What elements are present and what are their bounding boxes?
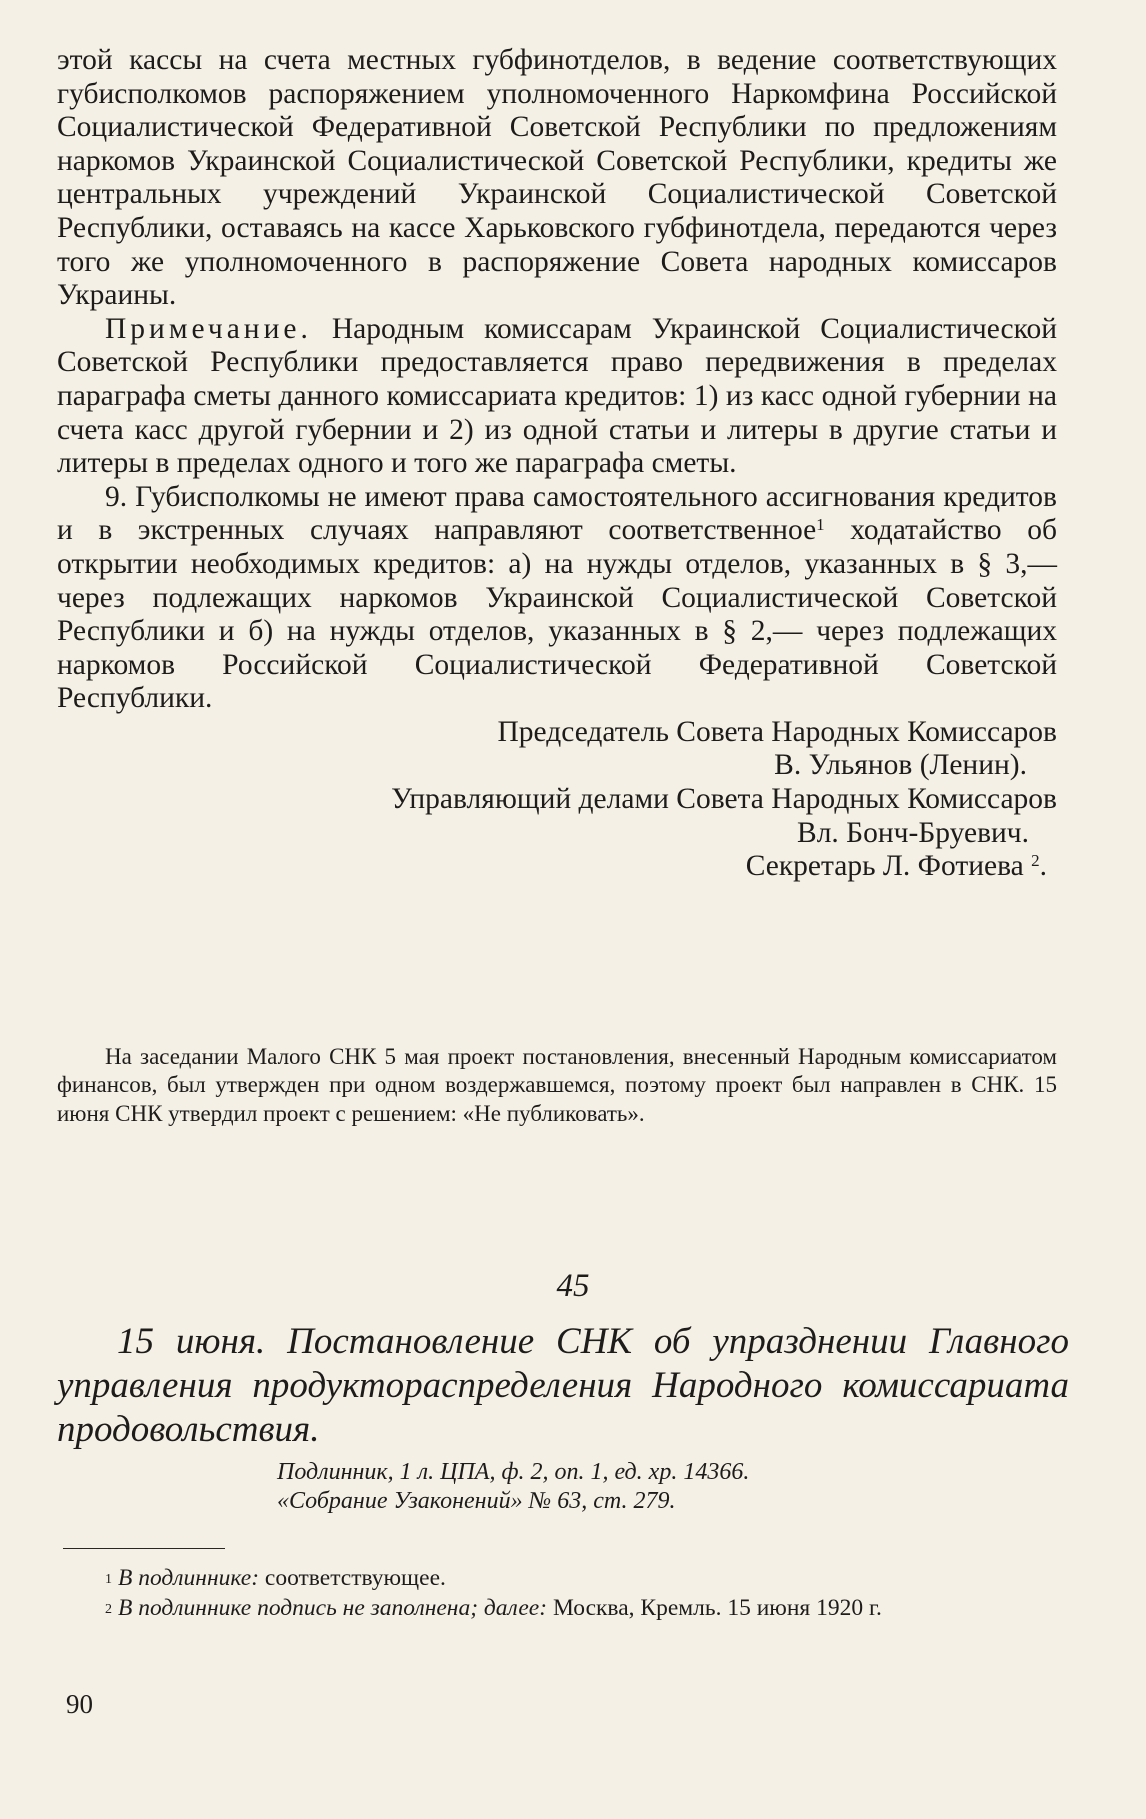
footnote-2: 2 В подлиннике подпись не заполнена; далее: Москва, Кремль. 15 июня 1920 г. — [105, 1595, 882, 1622]
secretary-signature: Секретарь Л. Фотиева $^2$. — [745, 850, 1047, 883]
source-line-1: Подлинник, 1 л. ЦПА, ф. 2, оп. 1, ед. хр. 14366. — [277, 1459, 750, 1485]
footnotes — [57, 1564, 1057, 1624]
document-number: 45 — [556, 1268, 590, 1304]
editorial-note: На заседании Малого СНК 5 мая проект постановления, внесенный Народным комиссариатом финансов, был утвержден при одном воздержавшемся, поэтому проект был направлен в СНК. 15 июня СНК утвердил проект с решением: «Не публиковать». — [57, 1044, 1057, 1126]
chair-title: Председатель Совета Народных Комиссаров — [497, 715, 1057, 748]
footnote-ref-1: 1 — [816, 515, 825, 535]
chair-name: В. Ульянов (Ленин). — [774, 749, 1027, 782]
document-title: 15 июня. Постановление СНК об упразднении Главного управления продукторaспределения Народного комиссариата продовольствия. — [57, 1321, 1069, 1450]
footnote-ref-2: 2 — [1031, 851, 1040, 871]
main-text — [57, 44, 1057, 884]
manager-title: Управляющий делами Совета Народных Комиссаров — [391, 783, 1057, 816]
note-text: Народным комиссарам Украинской Социалистической Советской Республики предоставляется право передвижения в пределах параграфа сметы данного комиссариата кредитов: 1) из касс одной губернии на счета касс другой губернии и 2) из одной статьи и литеры в другие статьи и литеры в пределах одного и того же параграфа сметы. — [57, 312, 1057, 480]
manager-name: Вл. Бонч-Бруевич. — [797, 816, 1029, 849]
paragraph-continuation: этой кассы на счета местных губфинотделов, в ведение соответствующих губисполкомов распоряжением уполномоченного Наркомфина Российской Социалистической Федеративной Советской Республики по предложениям наркомов Украинской Социалистической Советской Республики, кредиты же центральных учреждений Украинской Социалистической Советской Республики, оставаясь на кассе Харьковского губфинотдела, передаются через того же уполномоченного в распоряжение Совета народных комиссаров Украины. — [57, 44, 1057, 312]
paragraph-9 — [57, 481, 1057, 716]
paragraph-9-start: 9. Губисполкомы не имеют права самостоятельного ассигнования кредитов и в экстренных случаях направляют соответственное — [57, 480, 1057, 547]
footnote-1: 1 В подлиннике: соответствующее. — [105, 1565, 446, 1591]
paragraph-9-end: ходатайство об открытии необходимых кредитов: а) на нужды отделов, указанных в § 3,— через подлежащих наркомов Украинской Социалистической Советской Республики и б) на нужды отделов, указанных в § 2,— через подлежащих наркомов Российской Социалистической Федеративной Советской Республики. — [57, 514, 1057, 715]
footnote-divider — [63, 1548, 225, 1549]
page-number: 90 — [66, 1689, 93, 1719]
note-label: Примечание. — [105, 312, 312, 345]
source-reference — [0, 1458, 749, 1515]
note-paragraph — [57, 313, 1057, 481]
source-line-2: «Собрание Узаконений» № 63, ст. 279. — [277, 1487, 676, 1514]
